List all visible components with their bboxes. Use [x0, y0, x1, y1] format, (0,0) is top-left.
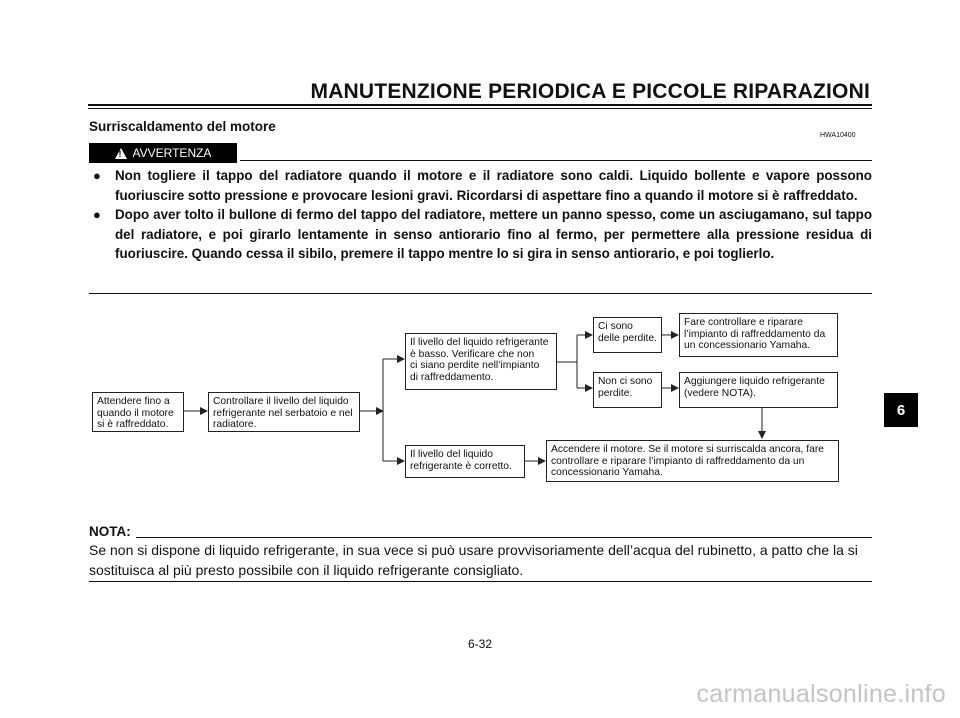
flow-box-check-level: Controllare il livello del liquido refrigerante nel serbatoio e nel radiatore.: [208, 392, 360, 432]
flow-box-start-engine: Accendere il motore. Se il motore si surriscalda ancora, fare controllare e riparare l’impianto di raffreddamento da un concessionario Yamaha.: [546, 440, 839, 482]
flow-box-wait: Attendere fino a quando il motore si è raffreddato.: [92, 392, 184, 432]
section-title: Surriscaldamento del motore: [89, 119, 276, 134]
note-label: NOTA:: [89, 524, 131, 539]
page-number: 6-32: [467, 637, 493, 651]
flow-box-level-correct: Il livello del liquido refrigerante è corretto.: [405, 445, 525, 478]
note-rule: [136, 537, 872, 538]
flow-box-level-low: Il livello del liquido refrigerante è basso. Verificare che non ci siano perdite nell’impianto di raffreddamento.: [405, 333, 557, 390]
flow-box-no-leaks: Non ci sono perdite.: [593, 372, 662, 408]
warning-item-text: Non togliere il tappo del radiatore quando il motore e il radiatore sono caldi. Liquido bollente e vapore possono fuoriuscire sotto pressione e provocare lesioni gravi. Ricordarsi di aspettare fino a quando il motore si è raffreddato.: [115, 168, 872, 203]
note-text: Se non si dispone di liquido refrigerante, in sua vece si può usare provvisoriamente dell’acqua del rubinetto, a patto che la si sostituisca al più presto possibile con il liquido refrigerante consigliato.: [89, 542, 858, 578]
warning-triangle-icon: !: [115, 148, 127, 159]
bullet-icon: ●: [93, 168, 101, 183]
bullet-icon: ●: [93, 207, 101, 223]
chapter-tab: 6: [884, 393, 918, 427]
note-bottom-rule: [89, 581, 872, 582]
flow-box-leaks: Ci sono delle perdite.: [593, 317, 662, 353]
warning-item-text: Dopo aver tolto il bullone di fermo del tappo del radiatore, mettere un panno spesso, come un asciugamano, sul tappo del radiatore, e poi girarlo lentamente in senso antiorario fino al fermo, per permettere alla pressione residua di fuoriuscire. Quando cessa il sibilo, premere il tappo mentre lo si gira in senso antiorario, e poi toglierlo.: [115, 207, 872, 262]
watermark: carmanualsonline.info: [696, 680, 946, 708]
page-header-title: MANUTENZIONE PERIODICA E PICCOLE RIPARAZIONI: [310, 80, 870, 103]
flow-box-add-coolant: Aggiungere liquido refrigerante (vedere NOTA).: [679, 372, 838, 408]
warning-label: AVVERTENZA: [132, 146, 212, 160]
flow-box-repair: Fare controllare e riparare l’impianto di raffreddamento da un concessionario Yamaha.: [679, 313, 838, 357]
section-code: HWA10400: [820, 132, 856, 139]
